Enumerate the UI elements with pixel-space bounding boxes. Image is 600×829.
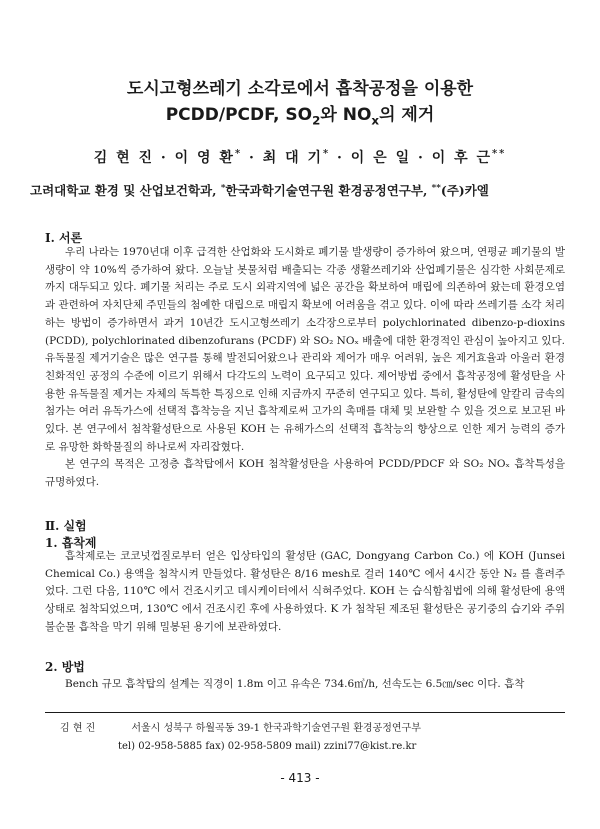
footer-contact: tel) 02-958-5885 fax) 02-958-5809 mail) zzini77@kist.re.kr [118, 741, 417, 752]
introduction-body [45, 244, 565, 492]
section-heading-experiment: Ⅱ. 실험 [45, 519, 87, 533]
page-number: - 413 - [280, 771, 320, 785]
footer-address: 서울시 성북구 하월곡동 39-1 한국과학기술연구원 환경공정연구부 [131, 723, 421, 734]
footer-author-name: 김 현 진 [60, 723, 96, 734]
subsection-heading-method: 2. 방법 [45, 660, 85, 674]
paper-title-line1: 도시고형쓰레기 소각로에서 흡착공정을 이용한 [126, 79, 474, 99]
method-paragraph: Bench 규모 흡착탑의 설계는 직경이 1.8m 이고 유속은 734.6㎥/h, 선속도는 6.5㎝/sec 이다. 흡착 [65, 678, 525, 690]
corresponding-author-footer [60, 720, 421, 756]
footer-divider [45, 712, 565, 713]
adsorbent-body [45, 548, 565, 637]
method-body [45, 676, 565, 694]
introduction-paragraph: 본 연구의 목적은 고정층 흡착탑에서 KOH 첨착활성탄을 사용하여 PCDD/PDCF 와 SO₂ NOₓ 흡착특성을 규명하였다. [45, 458, 565, 489]
adsorbent-paragraph: 흡착제로는 코코넛껍질로부터 얻은 입상타입의 활성탄 (GAC, Dongyang Carbon Co.) 에 KOH (Junsei Chemical Co.) 용액을 첨착시켜 만들었다. 활성탄은 8/16 mesh로 걸러 140℃ 에서 4시간 동안 N₂ 를 흘려주었다. 그런 다음, 110℃ 에서 건조시키고 데시케이터에서 식혀주었다. KOH 는 습식함침법에 의해 활성탄에 용액상태로 첨착되었으며, 130℃ 에서 건조시킨 후에 사용하였다. K 가 첨착된 제조된 활성탄은 공기중의 습기와 주위 불순물 흡착을 막기 위해 밀봉된 용기에 보관하였다. [45, 550, 565, 633]
affiliation: 고려대학교 환경 및 산업보건학과, *한국과학기술연구원 환경공정연구부, **(주)카엘 [30, 182, 489, 198]
author-list: 김 현 진 · 이 영 환* · 최 대 기* · 이 은 일 · 이 후 근** [93, 148, 507, 166]
subsection-heading-adsorbent: 1. 흡착제 [45, 536, 97, 550]
introduction-paragraph: 우리 나라는 1970년대 이후 급격한 산업화와 도시화로 폐기물 발생량이 증가하여 왔으며, 연평균 폐기물의 발생량이 약 10%씩 증가하여 왔다. 오늘날 봇물처럼 배출되는 각종 생활쓰레기와 산업폐기물은 심각한 사회문제로까지 대두되고 있다. 폐기물 처리는 주로 도시 외곽지역에 넓은 공간을 확보하여 매립에 의존하여 왔는데 환경오염과 관련하여 자치단체 주민들의 첨예한 대립으로 매립지 확보에 어려움을 겪고 있다. 이에 따라 쓰레기를 소각 처리하는 방법이 증가하면서 과거 10년간 도시고형쓰레기 소각장으로부터 polychlorinated dibenzo-p-dioxins (PCDD), polychlorinated dibenzofurans (PCDF) 와 SO₂ NOₓ 배출에 대한 환경적인 관심이 높아지고 있다. 유독물질 제거기술은 많은 연구를 통해 발전되어왔으나 관리와 제어가 매우 어려워, 높은 제거효율과 아울러 환경친화적인 공정의 수준에 이르기 위해서 다각도의 노력이 요구되고 있다. 제어방법 중에서 흡착공정에 활성탄을 사용한 유독물질 제거는 자체의 독특한 특징으로 인해 지금까지 꾸준히 연구되고 있다. 특히, 활성탄에 알칼리 금속의 첨가는 여러 유독가스에 선택적 흡착능을 지닌 흡착제로써 고가의 촉매를 대체 및 보완할 수 있을 것으로 보고된 바 있다. 본 연구에서 첨착활성탄으로 사용된 KOH 는 유해가스의 선택적 흡착능의 향상으로 인한 제거 능력의 증가로 유망한 화학물질의 하나로써 자리잡혔다. [45, 246, 565, 453]
section-heading-introduction: Ⅰ. 서론 [45, 231, 83, 245]
paper-title-line2: PCDD/PCDF, $SO_2$와 $NO_x$의 제거 [165, 105, 435, 128]
